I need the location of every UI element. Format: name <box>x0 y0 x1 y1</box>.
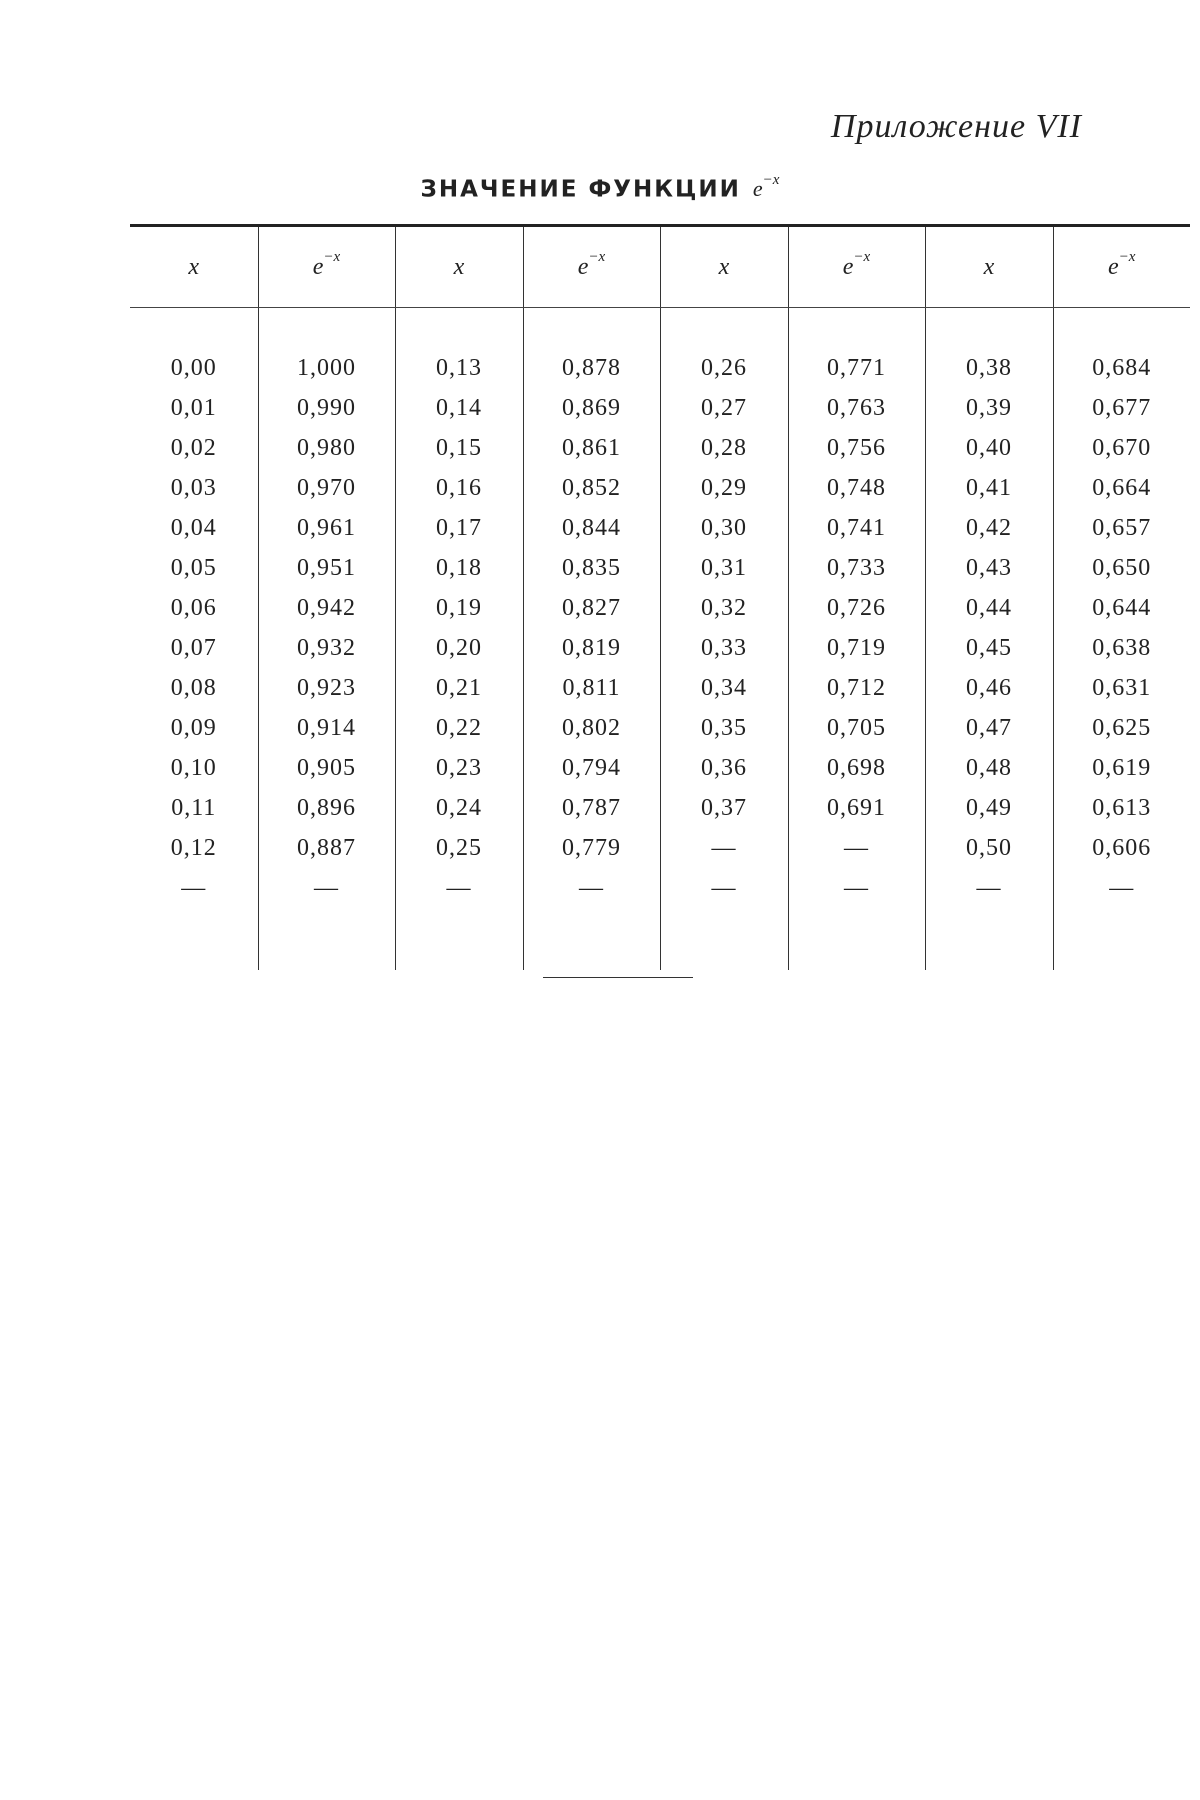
exp-value-cell: 0,794 <box>523 748 660 788</box>
x-value-cell: 0,27 <box>660 388 788 428</box>
tail-cell <box>130 908 258 970</box>
exp-value-cell: 0,664 <box>1053 468 1190 508</box>
x-value-cell: 0,50 <box>925 828 1053 868</box>
spacer-cell <box>925 308 1053 349</box>
exp-value-cell: 0,719 <box>788 628 925 668</box>
x-value-cell: 0,07 <box>170 634 217 661</box>
x-value-cell: 0,29 <box>660 468 788 508</box>
table-row <box>130 788 1190 828</box>
table-row <box>130 748 1190 788</box>
spacer-cell <box>258 308 395 349</box>
exp-value-cell: 0,896 <box>258 788 395 828</box>
exp-value-cell: 0,733 <box>788 548 925 588</box>
table-row <box>130 508 1190 548</box>
exp-value-cell: 0,905 <box>258 748 395 788</box>
table-row <box>130 388 1190 428</box>
x-value-cell: 0,04 <box>170 514 217 541</box>
exp-value-cell: 0,932 <box>258 628 395 668</box>
exp-value-cell: 0,650 <box>1053 548 1190 588</box>
exp-value-cell: 0,819 <box>523 628 660 668</box>
tail-cell <box>395 908 523 970</box>
exp-value-cell: 0,869 <box>523 388 660 428</box>
exp-value-cell: 0,698 <box>788 748 925 788</box>
x-value-cell: 0,38 <box>925 348 1053 388</box>
x-value-cell: — <box>181 874 207 901</box>
x-value-cell: 0,12 <box>170 834 217 861</box>
exp-value-cell: — <box>1053 868 1190 908</box>
header-x-4: x <box>925 226 1053 308</box>
exp-value-cell: — <box>523 868 660 908</box>
header-e-exponent: −x <box>323 249 341 265</box>
exp-value-cell: — <box>788 868 925 908</box>
exp-value-cell: 0,961 <box>258 508 395 548</box>
exp-value-cell: 0,980 <box>258 428 395 468</box>
header-e-4 <box>1053 226 1190 308</box>
tail-cell <box>788 908 925 970</box>
title-function-base: e <box>752 176 763 202</box>
x-value-cell: — <box>660 828 788 868</box>
x-value-cell: 0,35 <box>660 708 788 748</box>
x-value-cell: 0,39 <box>925 388 1053 428</box>
exp-value-cell: 0,670 <box>1053 428 1190 468</box>
x-value-cell: 0,25 <box>395 828 523 868</box>
exp-value-cell: 0,625 <box>1053 708 1190 748</box>
tail-cell <box>660 908 788 970</box>
x-value-cell: 0,36 <box>660 748 788 788</box>
header-e-base: e <box>1108 254 1119 280</box>
header-x-3: x <box>660 226 788 308</box>
spacer-cell <box>130 308 258 349</box>
x-value-cell: 0,31 <box>660 548 788 588</box>
table-row <box>130 828 1190 868</box>
exp-value-cell: 0,887 <box>258 828 395 868</box>
exp-value-cell: 0,951 <box>258 548 395 588</box>
exp-value-cell: 0,657 <box>1053 508 1190 548</box>
x-value-cell: 0,22 <box>395 708 523 748</box>
tail-cell <box>925 908 1053 970</box>
exp-value-cell: 0,835 <box>523 548 660 588</box>
exp-value-cell: 0,779 <box>523 828 660 868</box>
x-value-cell: 0,49 <box>925 788 1053 828</box>
x-value-cell: 0,08 <box>170 674 217 701</box>
exp-value-cell: 0,852 <box>523 468 660 508</box>
x-value-cell: 0,40 <box>925 428 1053 468</box>
exp-value-cell: 0,771 <box>788 348 925 388</box>
x-value-cell: 0,19 <box>395 588 523 628</box>
x-value-cell: 0,18 <box>395 548 523 588</box>
x-value-cell: 0,30 <box>660 508 788 548</box>
x-value-cell: — <box>925 868 1053 908</box>
spacer-cell <box>523 308 660 349</box>
exp-value-cell: 0,787 <box>523 788 660 828</box>
x-value-cell: 0,44 <box>925 588 1053 628</box>
exp-value-cell: 0,613 <box>1053 788 1190 828</box>
exp-value-cell: 0,844 <box>523 508 660 548</box>
table-row <box>130 468 1190 508</box>
table-spacer-row <box>130 308 1190 349</box>
x-value-cell: 0,15 <box>395 428 523 468</box>
exp-value-cell: 0,878 <box>523 348 660 388</box>
x-value-cell: 0,48 <box>925 748 1053 788</box>
x-value-cell: 0,47 <box>925 708 1053 748</box>
x-value-cell: 0,05 <box>170 554 217 581</box>
header-e-exponent: −x <box>853 249 871 265</box>
table-title-text: ЗНАЧЕНИЕ ФУНКЦИИ <box>420 176 741 203</box>
table-header-row <box>130 226 1190 308</box>
exp-value-cell: 0,705 <box>788 708 925 748</box>
exp-value-cell: 0,606 <box>1053 828 1190 868</box>
exp-value-cell: 0,970 <box>258 468 395 508</box>
x-value-cell: 0,33 <box>660 628 788 668</box>
x-value-cell: 0,42 <box>925 508 1053 548</box>
exp-value-cell: 0,827 <box>523 588 660 628</box>
x-value-cell: 0,23 <box>395 748 523 788</box>
exp-value-cell: 0,748 <box>788 468 925 508</box>
x-value-cell: 0,45 <box>925 628 1053 668</box>
table-row <box>130 628 1190 668</box>
appendix-label: Приложение VII <box>830 108 1082 145</box>
header-e-2 <box>523 226 660 308</box>
x-value-cell: 0,14 <box>395 388 523 428</box>
x-value-cell: 0,10 <box>170 754 217 781</box>
exp-value-cell: 0,619 <box>1053 748 1190 788</box>
x-value-cell: 0,11 <box>171 794 217 821</box>
exp-value-cell: 0,914 <box>258 708 395 748</box>
exp-value-cell: — <box>788 828 925 868</box>
x-value-cell: 0,00 <box>170 354 217 381</box>
exp-value-cell: 0,741 <box>788 508 925 548</box>
x-value-cell: 0,28 <box>660 428 788 468</box>
header-e-base: e <box>842 254 854 280</box>
title-function-exponent: −x <box>762 172 780 188</box>
header-e-exponent: −x <box>588 249 606 265</box>
x-value-cell: 0,06 <box>170 594 217 621</box>
exp-value-cell: 0,811 <box>523 668 660 708</box>
exp-value-cell: — <box>258 868 395 908</box>
x-value-cell: 0,13 <box>395 348 523 388</box>
x-value-cell: 0,20 <box>395 628 523 668</box>
x-value-cell: — <box>395 868 523 908</box>
header-x-1: x <box>130 226 258 308</box>
table-row <box>130 588 1190 628</box>
exp-value-cell: 0,712 <box>788 668 925 708</box>
header-e-1 <box>258 226 395 308</box>
table-title-function <box>752 172 780 202</box>
header-e-exponent: −x <box>1118 249 1136 265</box>
x-value-cell: 0,02 <box>170 434 217 461</box>
spacer-cell <box>395 308 523 349</box>
x-value-cell: 0,41 <box>925 468 1053 508</box>
x-value-cell: — <box>660 868 788 908</box>
table-row <box>130 348 1190 388</box>
x-value-cell: 0,17 <box>395 508 523 548</box>
spacer-cell <box>788 308 925 349</box>
exp-value-cell: 0,763 <box>788 388 925 428</box>
spacer-cell <box>660 308 788 349</box>
table-row <box>130 868 1190 908</box>
exp-value-cell: 0,990 <box>258 388 395 428</box>
table-tail-row <box>130 908 1190 970</box>
table-body <box>130 308 1190 971</box>
exp-value-cell: 0,644 <box>1053 588 1190 628</box>
header-e-base: e <box>312 254 324 280</box>
tail-cell <box>523 908 660 970</box>
x-value-cell: 0,26 <box>660 348 788 388</box>
x-value-cell: 0,09 <box>170 714 217 741</box>
table-row <box>130 428 1190 468</box>
x-value-cell: 0,37 <box>660 788 788 828</box>
function-values-table <box>130 224 1190 970</box>
table-row <box>130 668 1190 708</box>
exp-value-cell: 0,684 <box>1053 348 1190 388</box>
x-value-cell: 0,43 <box>925 548 1053 588</box>
x-value-cell: 0,34 <box>660 668 788 708</box>
exp-value-cell: 0,638 <box>1053 628 1190 668</box>
exp-value-cell: 0,756 <box>788 428 925 468</box>
spacer-cell <box>1053 308 1190 349</box>
x-value-cell: 0,32 <box>660 588 788 628</box>
exp-value-cell: 1,000 <box>258 348 395 388</box>
header-e-3 <box>788 226 925 308</box>
exp-value-cell: 0,861 <box>523 428 660 468</box>
x-value-cell: 0,21 <box>395 668 523 708</box>
table-row <box>130 708 1190 748</box>
x-value-cell: 0,16 <box>395 468 523 508</box>
table-row <box>130 548 1190 588</box>
x-value-cell: 0,46 <box>925 668 1053 708</box>
x-value-cell: 0,03 <box>170 474 217 501</box>
x-value-cell: 0,01 <box>170 394 217 421</box>
header-x-2: x <box>395 226 523 308</box>
exp-value-cell: 0,631 <box>1053 668 1190 708</box>
header-e-base: e <box>577 254 589 280</box>
x-value-cell: 0,24 <box>395 788 523 828</box>
exp-value-cell: 0,691 <box>788 788 925 828</box>
exp-value-cell: 0,726 <box>788 588 925 628</box>
exp-value-cell: 0,923 <box>258 668 395 708</box>
end-rule <box>543 977 693 978</box>
table-title <box>0 172 1200 203</box>
exp-value-cell: 0,677 <box>1053 388 1190 428</box>
exp-value-cell: 0,802 <box>523 708 660 748</box>
exp-value-cell: 0,942 <box>258 588 395 628</box>
tail-cell <box>258 908 395 970</box>
tail-cell <box>1053 908 1190 970</box>
